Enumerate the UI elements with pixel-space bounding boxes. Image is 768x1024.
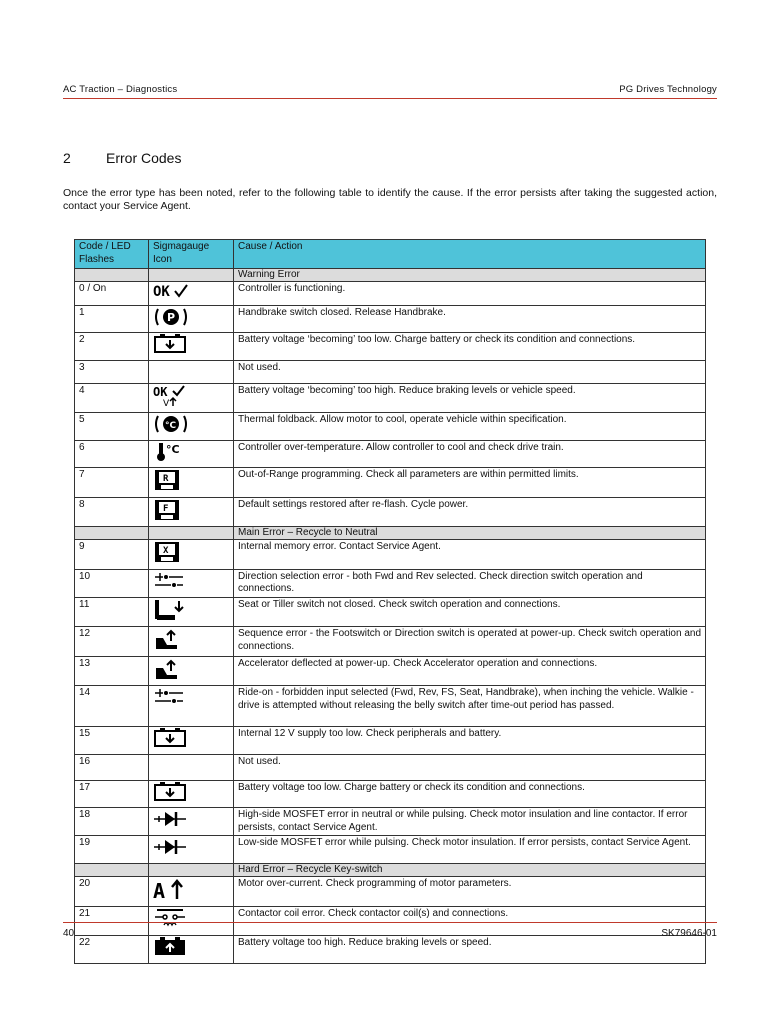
table-row <box>75 754 706 780</box>
table-row <box>75 727 706 755</box>
switch-icon <box>153 687 187 712</box>
table-row <box>75 936 706 964</box>
footer-rule <box>63 922 717 923</box>
table-row <box>75 383 706 413</box>
section-row-main <box>75 527 706 540</box>
error-code: 0 / On <box>75 282 149 306</box>
foot-pedal-icon <box>153 628 187 655</box>
table-row <box>75 333 706 361</box>
cause-action: Low-side MOSFET error while pulsing. Check motor insulation. If error persists, contact Service Agent. <box>234 836 706 864</box>
foot-pedal-icon <box>153 658 187 685</box>
cause-action: Battery voltage too high. Reduce braking levels or speed. <box>234 936 706 964</box>
icon-cell <box>149 656 234 686</box>
error-code: 14 <box>75 686 149 727</box>
icon-cell <box>149 360 234 383</box>
battery-high-icon <box>153 937 187 962</box>
cause-action: Accelerator deflected at power-up. Check Accelerator operation and connections. <box>234 656 706 686</box>
header-right: PG Drives Technology <box>619 84 717 95</box>
error-code: 9 <box>75 540 149 570</box>
error-codes-table <box>74 239 706 964</box>
error-code: 4 <box>75 383 149 413</box>
page-number: 40 <box>63 928 75 939</box>
contactor-coil-icon <box>153 908 187 935</box>
error-code: 11 <box>75 597 149 627</box>
table-row <box>75 413 706 441</box>
icon-cell <box>149 569 234 597</box>
table-row <box>75 305 706 333</box>
error-code: 18 <box>75 808 149 836</box>
icon-cell <box>149 808 234 836</box>
error-code: 2 <box>75 333 149 361</box>
section-label: Hard Error – Recycle Key-switch <box>234 864 706 877</box>
document-number: SK79646-01 <box>661 928 717 939</box>
battery-low-icon <box>153 334 187 359</box>
section-title: Error Codes <box>106 150 182 166</box>
table-row <box>75 540 706 570</box>
icon-cell <box>149 936 234 964</box>
battery-low-icon <box>153 782 187 807</box>
cause-action: Internal memory error. Contact Service Agent. <box>234 540 706 570</box>
header-left: AC Traction – Diagnostics <box>63 84 178 95</box>
error-code: 16 <box>75 754 149 780</box>
table-row <box>75 627 706 657</box>
switch-icon <box>153 571 187 596</box>
svg-text:°C: °C <box>166 442 180 456</box>
cause-action: Handbrake switch closed. Release Handbrake. <box>234 305 706 333</box>
svg-text:A: A <box>153 879 166 900</box>
icon-cell <box>149 282 234 306</box>
cause-action: Not used. <box>234 754 706 780</box>
icon-cell <box>149 780 234 808</box>
mosfet-icon <box>153 837 187 862</box>
cause-action: Battery voltage ‘becoming’ too low. Charge battery or check its condition and connections. <box>234 333 706 361</box>
cause-action: Contactor coil error. Check contactor coil(s) and connections. <box>234 906 706 936</box>
icon-cell <box>149 754 234 780</box>
memory-r-icon <box>153 469 183 496</box>
ok-voltage-up-icon <box>153 385 193 412</box>
cause-action: Battery voltage ‘becoming’ too high. Reduce braking levels or vehicle speed. <box>234 383 706 413</box>
table-row <box>75 282 706 306</box>
col-header-icon: Sigmagauge Icon <box>149 240 234 269</box>
error-code: 5 <box>75 413 149 441</box>
table-row <box>75 656 706 686</box>
svg-text:R: R <box>163 474 169 484</box>
error-code: 19 <box>75 836 149 864</box>
ok-check-icon <box>153 283 193 304</box>
table-row <box>75 780 706 808</box>
table-row <box>75 360 706 383</box>
error-code: 21 <box>75 906 149 936</box>
svg-text:°C: °C <box>165 421 177 431</box>
table-row <box>75 836 706 864</box>
error-code: 6 <box>75 440 149 468</box>
svg-text:P: P <box>167 310 176 324</box>
cause-action: Default settings restored after re-flash. Cycle power. <box>234 497 706 527</box>
mosfet-icon <box>153 809 187 834</box>
svg-text:X: X <box>163 546 169 556</box>
error-code: 1 <box>75 305 149 333</box>
icon-cell <box>149 413 234 441</box>
icon-cell <box>149 597 234 627</box>
icon-cell <box>149 497 234 527</box>
error-code: 13 <box>75 656 149 686</box>
error-code: 3 <box>75 360 149 383</box>
memory-f-icon <box>153 499 183 526</box>
cause-action: Motor over-current. Check programming of motor parameters. <box>234 877 706 907</box>
icon-cell <box>149 877 234 907</box>
icon-cell <box>149 686 234 727</box>
cause-action: Battery voltage too low. Charge battery or check its condition and connections. <box>234 780 706 808</box>
icon-cell <box>149 540 234 570</box>
svg-text:V: V <box>163 398 170 407</box>
error-code: 7 <box>75 468 149 498</box>
table-row <box>75 569 706 597</box>
error-code: 15 <box>75 727 149 755</box>
icon-cell <box>149 305 234 333</box>
cause-action: Thermal foldback. Allow motor to cool, operate vehicle within specification. <box>234 413 706 441</box>
cause-action: Ride-on - forbidden input selected (Fwd, Rev, FS, Seat, Handbrake), when inching the vehicle. Walkie - drive is attempted without releasing the belly switch after time-out period has passed. <box>234 686 706 727</box>
cause-action: Internal 12 V supply too low. Check peripherals and battery. <box>234 727 706 755</box>
table-row <box>75 497 706 527</box>
table-row <box>75 808 706 836</box>
header-rule <box>63 98 717 99</box>
section-number: 2 <box>63 150 71 166</box>
section-label: Warning Error <box>234 269 706 282</box>
table-row <box>75 468 706 498</box>
icon-cell <box>149 333 234 361</box>
table-row <box>75 906 706 936</box>
cause-action: High-side MOSFET error in neutral or while pulsing. Check motor insulation and line contactor. If error persists, contact Service Agent. <box>234 808 706 836</box>
section-row-hard <box>75 864 706 877</box>
cause-action: Controller is functioning. <box>234 282 706 306</box>
error-code: 8 <box>75 497 149 527</box>
icon-cell <box>149 383 234 413</box>
table-row <box>75 877 706 907</box>
overcurrent-icon <box>153 878 187 905</box>
icon-cell <box>149 627 234 657</box>
error-code: 22 <box>75 936 149 964</box>
seat-icon <box>153 599 187 626</box>
memory-x-icon <box>153 541 183 568</box>
cause-action: Out-of-Range programming. Check all parameters are within permitted limits. <box>234 468 706 498</box>
table-row <box>75 597 706 627</box>
icon-cell <box>149 440 234 468</box>
error-code: 10 <box>75 569 149 597</box>
error-code: 12 <box>75 627 149 657</box>
thermometer-icon <box>153 442 189 467</box>
icon-cell <box>149 836 234 864</box>
error-code: 20 <box>75 877 149 907</box>
cause-action: Not used. <box>234 360 706 383</box>
handbrake-icon <box>153 307 189 332</box>
icon-cell <box>149 727 234 755</box>
icon-cell <box>149 906 234 936</box>
error-code: 17 <box>75 780 149 808</box>
section-row-warning <box>75 269 706 282</box>
battery-low-icon <box>153 728 187 753</box>
cause-action: Sequence error - the Footswitch or Direction switch is operated at power-up. Check switch operation and connections. <box>234 627 706 657</box>
cause-action: Controller over-temperature. Allow controller to cool and check drive train. <box>234 440 706 468</box>
col-header-cause: Cause / Action <box>234 240 706 269</box>
motor-temperature-icon <box>153 414 189 439</box>
table-row <box>75 686 706 727</box>
table-row <box>75 440 706 468</box>
svg-text:OK: OK <box>153 284 170 299</box>
intro-paragraph: Once the error type has been noted, refer to the following table to identify the cause. If the error persists after taking the suggested action, contact your Service Agent. <box>63 187 717 212</box>
cause-action: Seat or Tiller switch not closed. Check switch operation and connections. <box>234 597 706 627</box>
section-label: Main Error – Recycle to Neutral <box>234 527 706 540</box>
col-header-code: Code / LED Flashes <box>75 240 149 269</box>
svg-text:OK: OK <box>153 384 168 399</box>
svg-text:F: F <box>163 503 169 514</box>
icon-cell <box>149 468 234 498</box>
cause-action: Direction selection error - both Fwd and Rev selected. Check direction switch operation and connections. <box>234 569 706 597</box>
